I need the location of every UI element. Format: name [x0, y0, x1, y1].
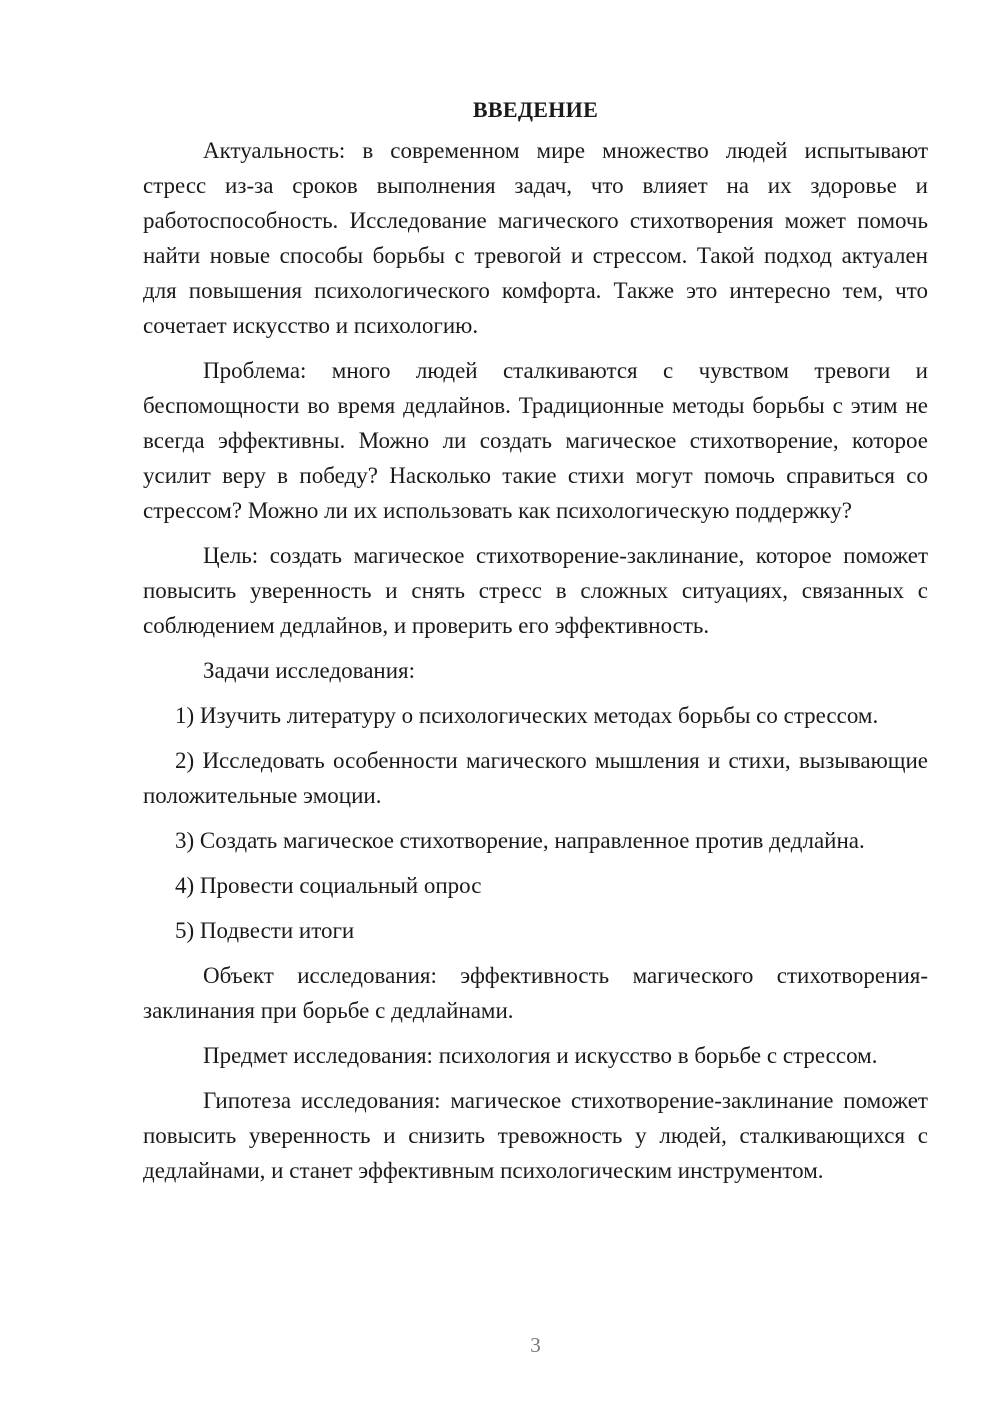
paragraph-subject: Предмет исследования: психология и искусство в борьбе с стрессом. — [203, 1043, 878, 1068]
task-item: 4) Провести социальный опрос — [175, 873, 482, 898]
task-item: 5) Подвести итоги — [175, 918, 355, 943]
paragraph-relevance: Актуальность: в современном мире множество людей испытывают стресс из-за сроков выполнения задач, что влияет на их здоровье и работоспособность. Исследование магического стихотворения может помочь найти новые способы борьбы с тревогой и стрессом. Такой подход актуален для повышения психологического комфорта. Также это интересно тем, что сочетает искусство и психологию. — [143, 138, 928, 338]
paragraph-goal: Цель: создать магическое стихотворение-заклинание, которое поможет повысить уверенность и снять стресс в сложных ситуациях, связанных с соблюдением дедлайнов, и проверить его эффективность. — [143, 543, 928, 638]
task-item: 3) Создать магическое стихотворение, направленное против дедлайна. — [175, 828, 865, 853]
page-number: 3 — [530, 1333, 541, 1357]
paragraph-object: Объект исследования: эффективность магического стихотворения-заклинания при борьбе с дедлайнами. — [143, 963, 928, 1023]
task-item: 1) Изучить литературу о психологических методах борьбы со стрессом. — [175, 703, 879, 728]
paragraph-hypothesis: Гипотеза исследования: магическое стихотворение-заклинание поможет повысить уверенность и снизить тревожность у людей, сталкивающихся с дедлайнами, и станет эффективным психологическим инструментом. — [143, 1088, 928, 1183]
page-body — [143, 95, 928, 1198]
paragraph-problem: Проблема: много людей сталкиваются с чувством тревоги и беспомощности во время дедлайнов. Традиционные методы борьбы с этим не всегда эффективны. Можно ли создать магическое стихотворение, которое усилит веру в победу? Насколько такие стихи могут помочь справиться со стрессом? Можно ли их использовать как психологическую поддержку? — [143, 358, 928, 523]
page-title: ВВЕДЕНИЕ — [472, 97, 599, 122]
tasks-heading: Задачи исследования: — [203, 658, 416, 683]
task-item: 2) Исследовать особенности магического мышления и стихи, вызывающие положительные эмоции. — [143, 748, 928, 808]
